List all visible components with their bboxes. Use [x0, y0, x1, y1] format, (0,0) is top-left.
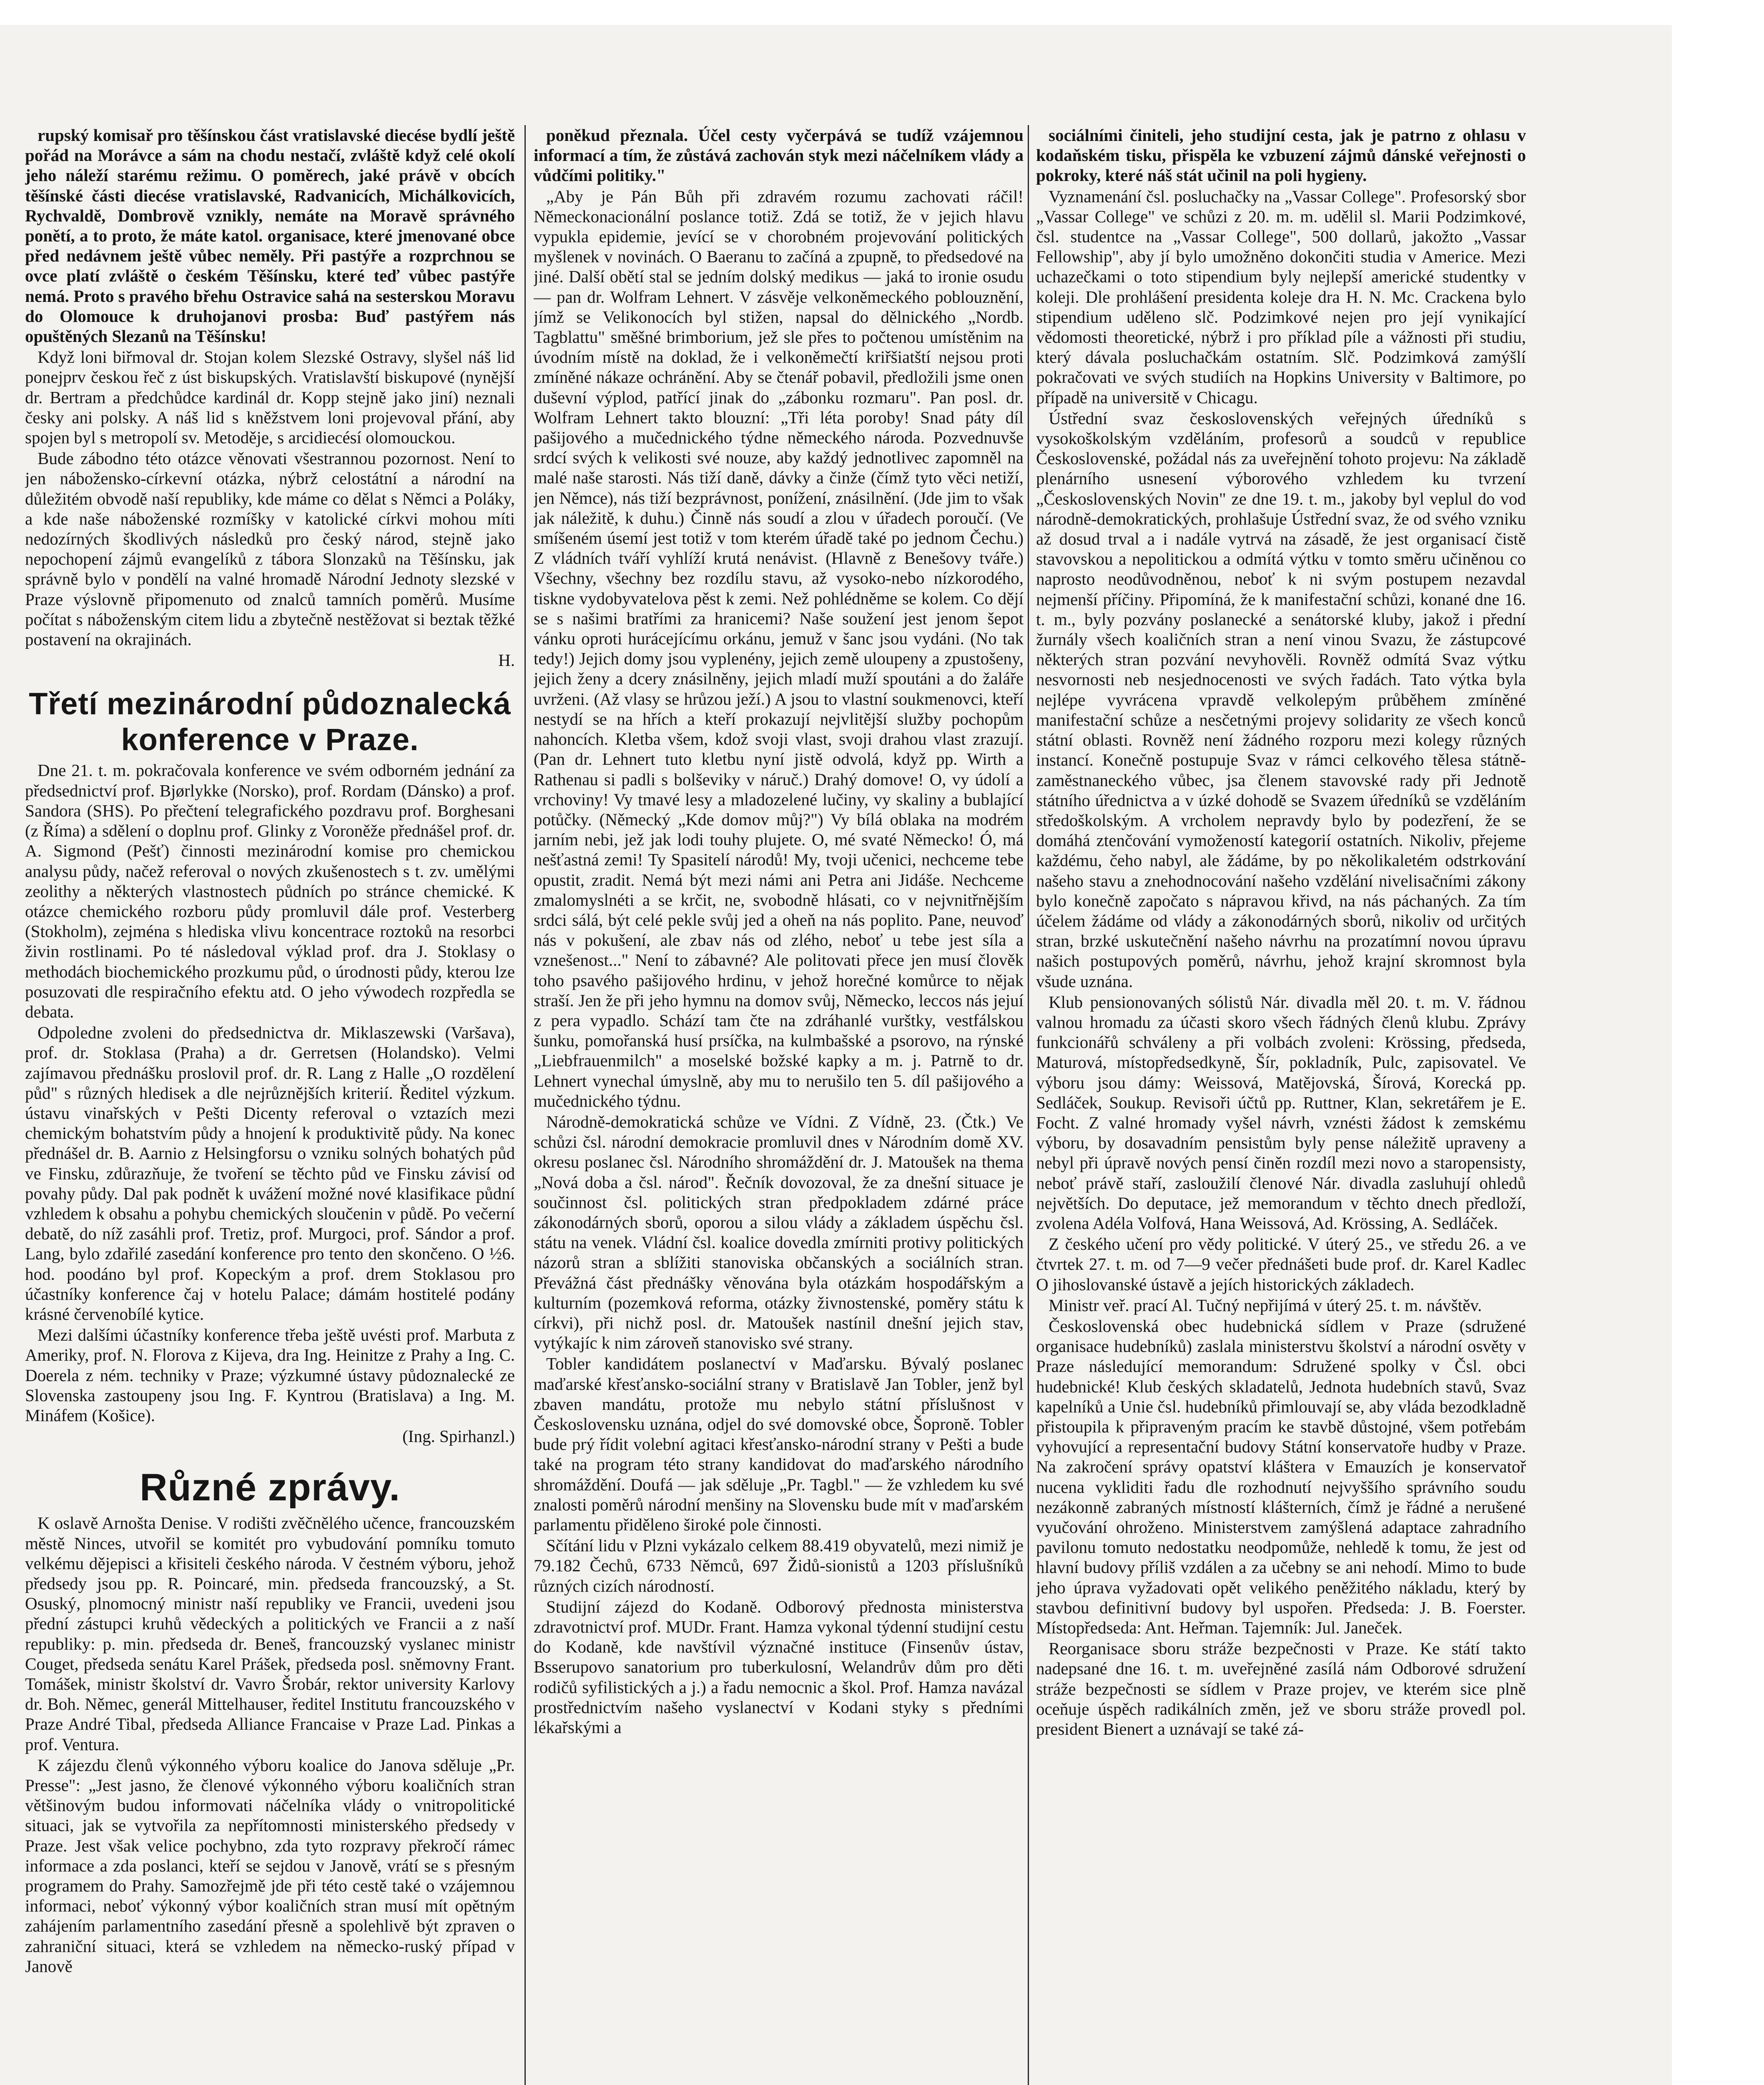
news-item: Národně-demokratická schůze ve Vídni. Z Vídně, 23. (Čtk.) Ve schůzi čsl. národní demokracie promluvil dnes v Národním domě XV. okresu poslanec čsl. Národního shromáždění dr. J. Matoušek na thema „Nová doba a čsl. národ". Řečník dovozoval, že za dnešní situace je součinnost čsl. politických stran předpokladem zdárné práce zákonodárných sborů, oporou a silou vlády a základem úspěchu čsl. státu na venek. Vládní čsl. koalice dovedla zmírniti protivy politických názorů stran a sblížiti stanoviska občanských a sociálních stran. Převážná část přednášky věnována byla otázkám hospodářským a kulturním (pozemková reforma, otázky živnostenské, poměry státu k církvi), při nichž posl. dr. Matoušek nastínil dnešní jejich stav, vytýkajíc k nim zároveň stanovisko své strany.: [534, 1112, 1024, 1353]
newspaper-page: [17, 125, 1530, 2085]
column-divider: [1028, 125, 1029, 2085]
news-item: Ústřední svaz československých veřejných úředníků s vysokoškolským vzděláním, profesorů a soudců v republice Československé, požádal nás za uveřejnění tohoto projevu: Na základě plenárního usnesení výborového vzhledem ku tvrzení „Československých Novin" ze dne 19. t. m., jakoby byl veplul do vod národně-demokratických, prohlašuje Ústřední svaz, že od svého vzniku až dosud trval a i nadále vytrvá na zásadě, že jest organisací čistě stavovskou a nepolitickou a odmítá výtku v tomto směru učiněnou co naprosto neodůvodněnou, neboť k ni svým postupem nezavdal nejmenší příčiny. Připomíná, že k manifestační schůzi, konané dne 16. t. m., byly pozvány poslanecké a senátorské kluby, jakož i přední žurnály všech koaličních stran a není vinou Svazu, že zástupcové některých stran pozvání nevyhověli. Rovněž odmítá Svaz výtku nesvornosti neb nesjednocenosti ve svých řadách. Tato výtka byla nejlépe vyvrácena vpravdě velkolepým průběhem zmíněné manifestační schůze a nesčetnými projevy solidarity ze všech konců státní oblasti. Rovněž není žádného rozporu mezi kolegy různých instancí. Konečně postupuje Svaz v rámci celkového tělesa státně-zaměstnaneckého vůbec, jsa členem stavovské rady při Jednotě státního úřednictva a v úzké dohodě se Svazem úředníků se vzděláním středoškolským. A vrcholem nepravdy bylo by podezření, že se domáhá ztenčování vymožeností kategorií ostatních. Nikoliv, přejeme každému, čeho nabyl, ale žádáme, by po několikaletém odstrkování našeho stavu a znehodnocování našeho vzdělání nivelisačními zákony bylo konečně započato s nápravou křivd, na nás páchaných. Za tím účelem žádáme od vlády a zákonodárných sborů, nikoliv od určitých stran, brzké uskutečnění našeho návrhu na prozatímní novou úpravu našich postupových poměrů, návrhu, jehož krajní skromnost byla všude uznána.: [1036, 408, 1526, 991]
article-paragraph: Odpoledne zvoleni do předsednictva dr. Miklaszewski (Varšava), prof. dr. Stoklasa (Praha) a dr. Gerretsen (Holandsko). Velmi zajímavou přednášku proslovil prof. dr. R. Lang z Halle „O rozdělení půd" s různých hledisek a dle nejrůznějších kriterií. Ředitel výzkum. ústavu vinařských v Pešti Dicenty referoval o vztazích mezi chemickým bohatstvím půdy a hnojení k produktivitě půdy. Na konec přednášel dr. B. Aarnio z Helsingforsu o vzniku solných bohatých půd ve Finsku, zdůrazňuje, že tvoření se těchto půd ve Finsku závisí od povahy půdy. Dal pak podnět k uvážení možné nové klasifikace půdní vzhledem k obsahu a pohybu chemických sloučenin v půdě. Po večerní debatě, do níž zasáhli prof. Tretiz, prof. Murgoci, prof. Sándor a prof. Lang, bylo zdařilé zasedání konference pro tento den skončeno. O ½6. hod. poodáno byl prof. Kopeckým a prof. drem Stoklasou pro účastníky konference čaj v hotelu Palace; dámám hostitelé podány krásné červenobílé kytice.: [25, 1023, 515, 1324]
headline-soil-conference: Třetí mezinárodní půdoznalecká konference v Praze.: [29, 686, 511, 757]
headline-various-news: Různé zprávy.: [140, 1466, 400, 1509]
column-divider: [524, 125, 526, 2085]
news-item: Studijní zájezd do Kodaně. Odborový přednosta ministerstva zdravotnictví prof. MUDr. Frant. Hamza vykonal týdenní studijní cestu do Kodaně, kde navštívil význačné instituce (Finsenův ústav, Bsserupovo sanatorium pro tuberkulosní, Welandrův dům pro děti rodičů syfilistických a j.) a řadu nemocnic a škol. Prof. Hamza navázal prostřednictvím našeho vyslanectví v Kodani styky s předními lékařskými a: [534, 1597, 1024, 1737]
article-paragraph: sociálními činiteli, jeho studijní cesta, jak je patrno z ohlasu v kodaňském tisku, přispěla ke vzbuzení zájmů dánské veřejnosti o pokroky, které náš stát učinil na poli hygieny.: [1036, 126, 1526, 185]
article-paragraph: poněkud přeznala. Účel cesty vyčerpává se tudíž vzájemnou informací a tím, že zůstává zachován styk mezi náčelníkem vlády a vůdčími politiky.": [534, 126, 1024, 185]
news-item: K zájezdu členů výkonného výboru koalice do Janova sděluje „Pr. Presse": „Jest jasno, že členové výkonného výboru koaličních stran většinovým budou informovati náčelníka vlády o vnitropolitické situaci, jak se vytvořila za nepřítomnosti ministerského předsedy v Praze. Jest však velice pochybno, zda tyto rozpravy překročí rámec informace a zda poslanci, kteří se sejdou v Janově, vrátí se s přesným programem do Prahy. Samozřejmě jde při této cestě také o vzájemnou informaci, neboť výkonný výbor koaličních stran musí mít opětným zahájením parlamentního zasedání přesně a spolehlivě být zpraven o zahraniční situaci, která se vzhledem na německo-ruský případ v Janově: [25, 1755, 515, 1976]
article-paragraph: Dne 21. t. m. pokračovala konference ve svém odborném jednání za předsednictví prof. Bjørlykke (Norsko), prof. Rordam (Dánsko) a prof. Sandora (SHS). Po přečtení telegrafického pozdravu prof. Borghesani (z Říma) a sdělení o doplnu prof. Glinky z Voroněže přednášel prof. dr. A. Sigmond (Pešť) činnosti mezinárodní komise pro chemickou analysu půdy, načež referoval o nových zkušenostech s t. zv. umělými zeolithy a některých vlastnostech půdních po stránce chemické. K otázce chemického rozboru půdy promluvil dále prof. Vesterberg (Stokholm), zejména s hlediska vlivu koncentrace roztoků na resorbci živin rostlinami. Po té následoval výklad prof. dra J. Stoklasy o methodách biochemického prozkumu půd, o úrodnosti půdy, kterou lze posuzovati dle respiračního efektu atd. O jeho výwodech rozpředla se debata.: [25, 761, 515, 1021]
article-paragraph: Když loni biřmoval dr. Stojan kolem Slezské Ostravy, slyšel náš lid ponejprv českou řeč z úst biskupských. Vratislavští biskupové (nynější dr. Bertram a předchůdce kardinál dr. Kopp stejně jako jiní) neznali česky ani polsky. A náš lid s kněžstvem loni projevoval přání, aby spojen byl s metropolí sv. Metoděje, s arcidiecésí olomouckou.: [25, 347, 515, 447]
news-item: Tobler kandidátem poslanectví v Maďarsku. Bývalý poslanec maďarské křesťansko-sociální strany v Bratislavě Jan Tobler, jenž byl zbaven mandátu, protože mu nebylo státní příslušnost v Československu uznána, odjel do své domovské obce, Šopronĕ. Tobler bude prý řídit volební agitaci křesťansko-národní strany v Pešti a bude také na program této strany kandidovat do maďarského národního shromáždění. Doufá — jak sděluje „Pr. Tagbl." — že vzhledem ku své znalosti poměrů národní menšiny na Slovensku bude mít v maďarském parlamentu přiděleno široké pole činnosti.: [534, 1354, 1024, 1535]
news-item: Československá obec hudebnická sídlem v Praze (sdružené organisace hudebníků) zaslala ministerstvu školství a národní osvěty v Praze následující memorandum: Sdružené spolky v Čsl. obci hudebnické! Klub českých skladatelů, Jednota hudebních stavů, Svaz kapelníků a Unie čsl. hudebníků přimlouvají se, aby vláda bezodkladně přistoupila k připraveným pracím ke stavbě důstojné, všem potřebám vyhovující a representační budovy Státní konservatoře hudby v Praze. Na zakročení správy opatství kláštera v Emauzích je konservatoř nucena vykliditi řadu dle rozhodnutí nejvyššího správního soudu nezákonně zabraných místností klášterních, čímž je řádné a nerušené vyučování ohroženo. Ministerstvem zamýšlená adaptace zahradního pavilonu tomuto nedostatku neodpomůže, nehledě k tomu, že jest od hlavní budovy příliš vzdálen a za učebny se ani nehodí. Mimo to bude jeho úprava vyžadovati opět velikého peněžitého nákladu, který by stavbou definitivní budovy byl uspořen. Předseda: J. B. Foerster. Místopředseda: Ant. Heřman. Tajemník: Jul. Janeček.: [1036, 1316, 1526, 1638]
news-item: Reorganisace sboru stráže bezpečnosti v Praze. Ke státí takto nadepsané dne 16. t. m. uveřejněné zasílá nám Odborové sdružení stráže bezpečnosti se sídlem v Praze projev, ve kterém sice plně oceňuje úspěch radikálních změn, jež ve sboru stráže provedl pol. president Bienert a uznávají se také zá-: [1036, 1639, 1526, 1739]
column-1: [25, 125, 515, 2085]
article-paragraph: rupský komisař pro těšínskou část vratislavské diecése bydlí ještě pořád na Morávce a sám na chodu nestačí, zvláště když celé okolí jeho náleží starému režimu. O poměrech, jaké právě v obcích těšínské části diecése vratislavské, Radvanicích, Michálkovicích, Rychvaldě, Dombrově vznikly, nemáte na Moravě správného ponětí, a to proto, že máte katol. organisace, které jmenované obce před nedávnem ještě vůbec neměly. Při pastýře a rozprchnou se ovce platí zvláště o českém Těšínsku, které teď vůbec pastýře nemá. Proto s pravého břehu Ostravice sahá na sesterskou Moravu do Olomouce k druhojanovi prosba: Buď pastýřem nás opuštěných Slezanů na Těšínsku!: [25, 126, 515, 346]
news-item: Sčítání lidu v Plzni vykázalo celkem 88.419 obyvatelů, mezi nimiž je 79.182 Čechů, 6733 Němců, 697 Židů-sionistů a 1203 příslušníků různých cizích národností.: [534, 1536, 1024, 1595]
author-signature: (Ing. Spirhanzl.): [402, 1427, 515, 1446]
scan-top-margin: [0, 0, 1672, 25]
column-2: [534, 125, 1024, 2085]
news-item: K oslavě Arnošta Denise. V rodišti zvěčnělého učence, francouzském městě Ninces, utvořil se komitét pro vybudování pomníku tomuto velkému dějepisci a křisiteli českého národa. V čestném výboru, jehož předsedy jsou pp. R. Poincaré, min. předseda francouzský, a St. Osuský, plnomocný ministr naší republiky ve Francii, uvedeni jsou přední zástupci kruhů vědeckých a politických ve Francii a z naší republiky: p. min. předseda dr. Beneš, francouzský vyslanec ministr Couget, předseda senátu Karel Prášek, předseda posl. sněmovny Frant. Tomášek, ministr školství dr. Vavro Šrobár, rektor university Karlovy dr. Boh. Němec, generál Mittelhauser, ředitel Institutu francouzského v Praze André Tibal, předseda Alliance Francaise v Praze Lad. Pinkas a prof. Ventura.: [25, 1513, 515, 1754]
scan-right-margin: [1672, 0, 1764, 2085]
news-item: Vyznamenání čsl. posluchačky na „Vassar College". Profesorský sbor „Vassar College" ve schůzi z 20. m. m. udělil sl. Marii Podzimkové, čsl. studentce na „Vassar College", 500 dollarů, jakožto „Vassar Fellowship", aby jí bylo umožněno dokončiti studia v Americe. Mezi uchazečkami o toto stipendium byly nejlepší americké studentky v koleji. Dle prohlášení presidenta koleje dra H. N. Mc. Crackena bylo stipendium uděleno slč. Podzimkové nejen pro její vynikající vědomosti theoretické, nýbrž i pro příklad píle a vážnosti při studiu, který dávala posluchačkám ostatním. Slč. Podzimková zamýšlí pokračovati ve svých studiích na Hopkins University v Baltimore, po případě na universitě v Chicagu.: [1036, 186, 1526, 407]
news-item: Z českého učení pro vědy politické. V úterý 25., ve středu 26. a ve čtvrtek 27. t. m. od 7—9 večer přednášeti bude prof. dr. Karel Kadlec O jihoslovanské ústavě a jejích historických základech.: [1036, 1234, 1526, 1294]
news-item: Ministr veř. prací Al. Tučný nepřijímá v úterý 25. t. m. návštěv.: [1049, 1295, 1482, 1315]
article-paragraph: Bude zábodno této otázce věnovati všestrannou pozornost. Není to jen nábožensko-církevní otázka, nýbrž celostátní a národní na důležitém obvodě naší republiky, kde máme co dělat s Němci a Poláky, a kde naše náboženské rozmíšky v katolické církvi mohou míti nedozírných škodlivých následků pro český národ, stejně jako nepochopení zájmů evangelíků z tábora Slonzaků na Těšínsku, jak správně bylo v pondělí na valné hromadě Národní Jednoty slezské v Praze výslovně připomenuto od znalců tamních poměrů. Musíme počítat s náboženským citem lidu a zbytečně nestěžovat si beztak těžké postavení na okrajinách.: [25, 449, 515, 649]
author-signature: H.: [498, 651, 515, 670]
news-item: Klub pensionovaných sólistů Nár. divadla měl 20. t. m. V. řádnou valnou hromadu za účasti skoro všech řádných členů klubu. Zprávy funkcionářů schváleny a při volbách zvoleni: Krössing, předseda, Maturová, místopředsedkyně, Šír, pokladník, Pulc, zapisovatel. Ve výboru jsou dámy: Weissová, Matějovská, Šírová, Korecká pp. Sedláček, Soukup. Revisoři účtů pp. Ruttner, Klan, sekretářem je E. Focht. Z valné hromady vyšel návrh, vznésti žádost k zemskému výboru, by dosavadním pensistům byly pense náležitě upraveny a nebyl při úpravě nových pensí činěn rozdíl mezi novo a staropensisty, neboť právě staří, zasloužilí členové Nár. divadla zasluhují ohledů největších. Do deputace, jež memorandum v těchto dnech předloží, zvolena Adéla Volfová, Hana Weissová, Ad. Krössing, A. Sedláček.: [1036, 992, 1526, 1233]
column-3: [1036, 125, 1526, 2085]
article-paragraph: „Aby je Pán Bůh při zdravém rozumu zachovati ráčil! Německonacionální poslance totiž. Zdá se totiž, že v jejich hlavu vypukla epidemie, jevící se v chorobném projevování politických myšlenek v novinách. O Baeranu to začíná a zpupně, to předsedové na jiné. Další obětí stal se jedním dolský medikus — jaká to ironie osudu — pan dr. Wolfram Lehnert. V zásvěje velkoněmeckého poblouznění, jímž se Velikonocích byl stižen, napsal do dělnického „Nordb. Tagblattu" směšné brimborium, jež sle přes to počtenou umístěnim na úvodním místě na doklad, že i velkoněmečtí kriřšiatští nejsou proti zmíněné nákaze ochránění. Aby se čtenář pobavil, předložili jsme onen duševní výplod, patřící jinak do „zábonku rozmaru". Pan posl. dr. Wolfram Lehnert takto blouzní: „Tři léta poroby! Snad páty díl pašijového a mučednického týdne německého národa. Pozvednuvše srdcí svých k velikosti své nouze, aby každý jednotlivec zapomněl na malé naše starosti. Nás tiží daně, dávky a činže (čímž tyto věci netiží, jen Němce), nás tiží bezprávnost, ponížení, znásilnění. (Jde jim to však jak náležitě, k duhu.) Činně nás soudí a zlou v úřadech poroučí. (Ve smíšeném úsemí jest totiž v tom kterém úřadě také po jednom Čechu.) Z vládních tváří vyhlíží krutá nenávist. (Hlavně z Benešovy tváře.) Všechny, všechny bez rozdílu stavu, až vysoko-nebo nízkorodého, tiskne vydobyvatelova pěst k zemi. Než pohlédněme se kolem. Co dějí se s našimi bratřími za hranicemi? Naše soužení jest jenom šepot vánku oproti hurácejícímu orkánu, jemuž v šanc jsou vydáni. (No tak tedy!) Jejich domy jsou vyplenény, jejich země uloupeny a zpustošeny, jejich ženy a dcery znásilněny, jejich mladí muží spoutáni a do žaláře uvrženi. (Až vlasy se hrůzou ježí.) A jsou to vlastní soukmenovci, kteří nestydí se na hřích a kteří prokazují nejvlitější služby pochopům nahoncích. Kletba všem, kdož svoji vlast, svoji drahou vlast zrazují. (Pan dr. Lehnert tuto kletbu nyní jistě odvolá, když pp. Wirth a Rathenau si padli s bolševiky v náruč.) Drahý domove! O, vy údolí a vrchoviny! Vy tmavé lesy a mladozelené lučiny, vy skaliny a bublající potůčky. (Německý „Kde domov můj?") Vy bílá oblaka na modrém jarním nebi, jež jak lodi touhy plujete. O, mé svaté Německo! Ó, má nešťastná zemi! Ty Spasitelí národů! My, tvoji učenici, nechceme tebe opustit, zradit. Nemá být mezi námi ani Petra ani Jidáše. Nechceme zmalomyslnéti a se krčit, ne, svobodně hlásati, co v nejvnitřnějším srdci sálá, být celé pekle svůj jed a oheň na nás poplito. Pane, neuvoď nás v pokušení, ale zbav nás od zlého, neboť u tebe jest síla a vznešenost..." Není to zábavné? Ale politovati přece jen musí člověk toho psavého pašijového hrdinu, v jehož horečné komůrce to nějak straší. Jen že při jeho hymnu na domov svůj, Německo, leccos nás jejuí z pera vypadlo. Schází tam čte na zdráhanlé vurštky, vestfálskou šunku, pomořanská husí prsíčka, na kulmbašské a psorovo, na rýnské „Liebfrauenmilch" a moselské božské kapky a m. j. Patrně to dr. Lehnert vynechal úmyslně, aby mu to nerušilo ten 5. díl pašijového a mučednického týdnu.: [534, 186, 1024, 1110]
article-paragraph: Mezi dalšími účastníky konference třeba ještě uvésti prof. Marbuta z Ameriky, prof. N. Florova z Kijeva, dra Ing. Heinitze z Prahy a Ing. C. Doerela z ném. techniky v Praze; výzkumné ústavy půdoznalecké ze Slovenska zastoupeny jsou Ing. F. Kyntrou (Bratislava) a Ing. M. Mináfem (Košice).: [25, 1325, 515, 1425]
